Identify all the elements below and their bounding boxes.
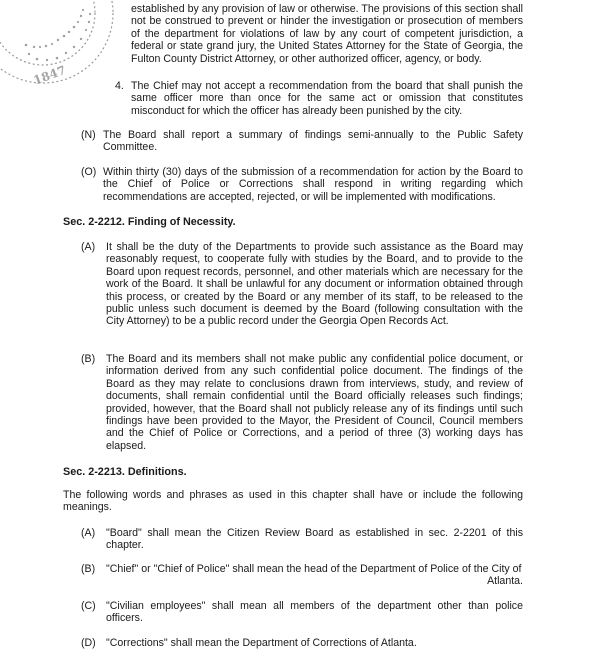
item-4-text: The Chief may not accept a recommendation from the board that shall punish the same officer more than once for the same act or omission that constitutes misconduct for which the officer has already been punished by the city. bbox=[131, 80, 523, 117]
seal-lettering-bottom: 1847 bbox=[31, 62, 68, 88]
definition-b-text bbox=[106, 563, 523, 588]
item-n-label: (N) bbox=[81, 129, 96, 141]
city-seal-icon bbox=[0, 0, 118, 88]
definition-a-label: (A) bbox=[81, 527, 96, 539]
section-2212-b-text: The Board and its members shall not make public any confidential police document, or information derived from any such confidential police document. The findings of the Board as they may relate to conclusions drawn from interviews, study, and review of documents, shall remain confidential until the Board officially releases such findings; provided, however, that the Board shall not publicly release any of its findings until such findings have been provided to the Mayor, the President of Council, Council members and the Chief of Police or Corrections, and a period of three (3) working days has elapsed. bbox=[106, 353, 523, 452]
definition-c-text: "Civilian employees" shall mean all members of the department other than police officers. bbox=[106, 600, 523, 625]
definition-b-city: Atlanta. bbox=[487, 575, 523, 588]
section-2212-a-text: It shall be the duty of the Departments to provide such assistance as the Board may reasonably request, to cooperate fully with studies by the Board, and to provide to the Board upon request records, personnel, and other materials which are necessary for the work of the Board. It shall be unlawful for any document or information obtained through this process, or created by the Board or any member of its staff, to be released to the public unless such document is deemed by the Board (following consultation with the City Attorney) to be a public record under the Georgia Open Records Act. bbox=[106, 241, 523, 328]
item-4-label: 4. bbox=[115, 80, 124, 92]
section-2212-b-label: (B) bbox=[81, 353, 96, 365]
item-n-text: The Board shall report a summary of findings semi-annually to the Public Safety Committee. bbox=[103, 129, 523, 154]
definition-b-main: "Chief" or "Chief of Police" shall mean the head of the Department of Police of the City of bbox=[106, 563, 522, 575]
item-o-text: Within thirty (30) days of the submission of a recommendation for action by the Board to the Chief of Police or Corrections shall respond in writing regarding which recommendations are accepted, rejected, or will be implemented with modifications. bbox=[103, 166, 523, 203]
definition-d-text: "Corrections" shall mean the Department of Corrections of Atlanta. bbox=[106, 637, 417, 649]
definition-b-label: (B) bbox=[81, 563, 96, 575]
continuation-paragraph: established by any provision of law or otherwise. The provisions of this section shall not be construed to prevent or hinder the investigation or prosecution of members of the department for violations of law by any court of competent jurisdiction, a federal or state grand jury, the United States Attorney for the State of Georgia, the Fulton County District Attorney, or other authorized officer, agency, or body. bbox=[131, 3, 523, 65]
section-2213-intro: The following words and phrases as used in this chapter shall have or include the following meanings. bbox=[63, 489, 523, 514]
section-2213-heading: Sec. 2-2213. Definitions. bbox=[63, 466, 187, 478]
item-o-label: (O) bbox=[81, 166, 97, 178]
definition-c-label: (C) bbox=[81, 600, 96, 612]
definition-d-label: (D) bbox=[81, 637, 96, 649]
section-2212-a-label: (A) bbox=[81, 241, 96, 253]
section-2212-heading: Sec. 2-2212. Finding of Necessity. bbox=[63, 216, 236, 228]
definition-a-text: "Board" shall mean the Citizen Review Board as established in sec. 2-2201 of this chapter. bbox=[106, 527, 523, 552]
